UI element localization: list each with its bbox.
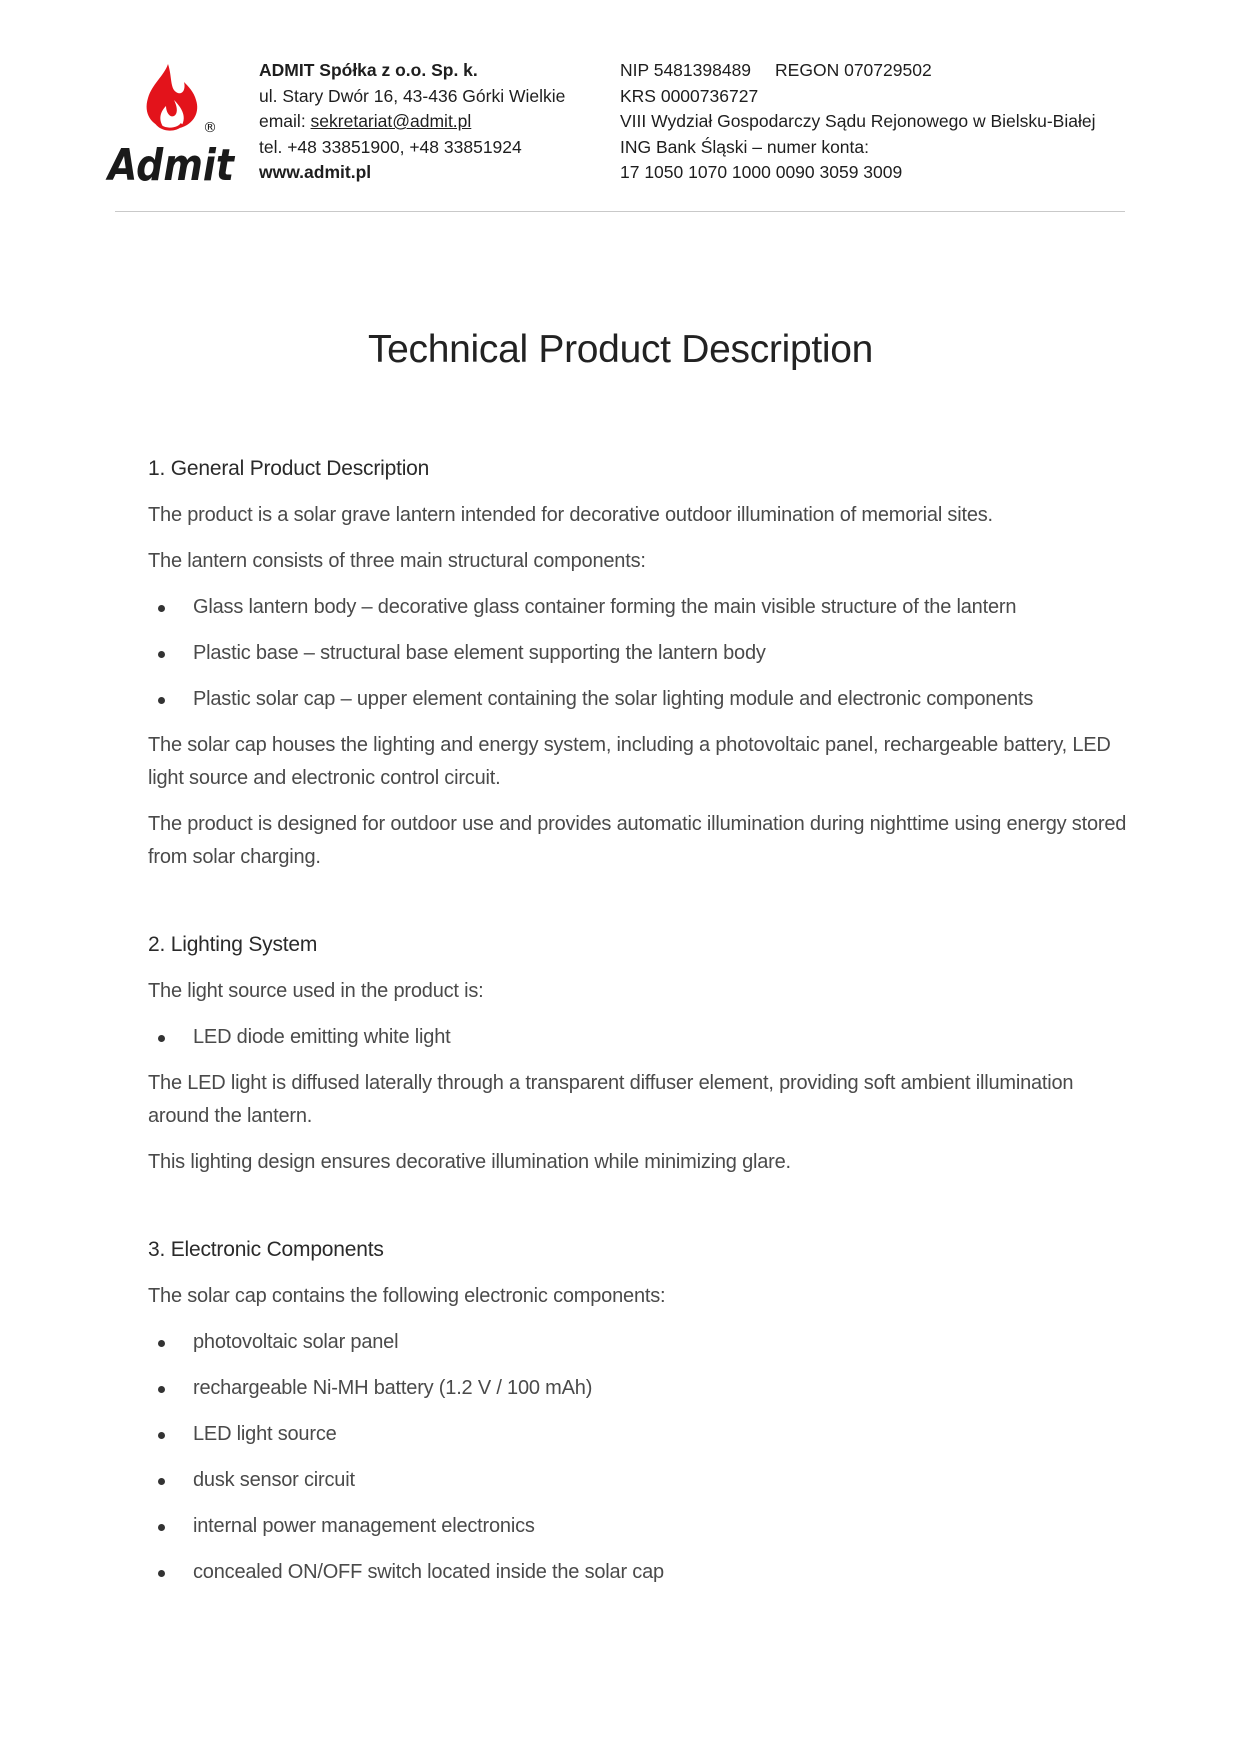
krs-number: KRS 0000736727 xyxy=(620,85,759,106)
paragraph: This lighting design ensures decorative illumination while minimizing glare. xyxy=(148,1151,791,1173)
list-item: internal power management electronics xyxy=(148,1510,1128,1543)
company-name: ADMIT Spółka z o.o. Sp. k. xyxy=(259,60,478,80)
electronics-list xyxy=(148,1326,1128,1589)
paragraph: The LED light is diffused laterally through a transparent diffuser element, providing soft ambient illumination around the lantern. xyxy=(148,1072,1074,1127)
bank-name: ING Bank Śląski – numer konta: xyxy=(620,136,869,157)
email-link[interactable]: sekretariat@admit.pl xyxy=(310,111,472,131)
logo-registered-mark: ® xyxy=(203,120,217,136)
company-registry xyxy=(620,58,1095,186)
list-item: LED light source xyxy=(148,1418,1128,1451)
list-item: Glass lantern body – decorative glass container forming the main visible structure of the lantern xyxy=(148,591,1128,624)
flame-icon xyxy=(147,64,198,128)
paragraph: The light source used in the product is: xyxy=(148,980,484,1002)
section-heading-electronics: 3. Electronic Components xyxy=(148,1238,384,1261)
header-divider xyxy=(115,211,1125,212)
paragraph: The product is designed for outdoor use and provides automatic illumination during nighttime using energy stored from solar charging. xyxy=(148,813,1127,868)
page-title: Technical Product Description xyxy=(367,328,874,371)
company-website: www.admit.pl xyxy=(259,162,372,182)
regon-number: REGON 070729502 xyxy=(775,60,932,80)
section-heading-general: 1. General Product Description xyxy=(148,457,430,480)
company-address: ul. Stary Dwór 16, 43-436 Górki Wielkie xyxy=(259,85,566,106)
paragraph: The lantern consists of three main structural components: xyxy=(148,550,646,572)
list-item: Plastic solar cap – upper element containing the solar lighting module and electronic components xyxy=(148,683,1128,716)
list-item: rechargeable Ni-MH battery (1.2 V / 100 mAh) xyxy=(148,1372,1128,1405)
company-email-line xyxy=(259,109,565,135)
paragraph: The product is a solar grave lantern intended for decorative outdoor illumination of memorial sites. xyxy=(148,504,993,526)
logo-wordmark: Admit xyxy=(105,140,236,191)
list-item: Plastic base – structural base element supporting the lantern body xyxy=(148,637,1128,670)
component-list xyxy=(148,591,1128,716)
document-body xyxy=(148,455,1128,1602)
list-item: concealed ON/OFF switch located inside the solar cap xyxy=(148,1556,1128,1589)
bank-account: 17 1050 1070 1000 0090 3059 3009 xyxy=(620,162,903,182)
email-label: email: xyxy=(259,111,311,131)
admit-logo xyxy=(105,62,238,191)
registry-ids xyxy=(620,58,1095,84)
company-contact xyxy=(259,58,565,186)
list-item: photovoltaic solar panel xyxy=(148,1326,1128,1359)
company-phone: tel. +48 33851900, +48 33851924 xyxy=(259,136,522,157)
paragraph: The solar cap contains the following electronic components: xyxy=(148,1285,666,1307)
list-item: LED diode emitting white light xyxy=(148,1021,1128,1054)
paragraph: The solar cap houses the lighting and energy system, including a photovoltaic panel, rechargeable battery, LED light source and electronic control circuit. xyxy=(148,734,1111,789)
light-source-list xyxy=(148,1021,1128,1054)
list-item: dusk sensor circuit xyxy=(148,1464,1128,1497)
court-info: VIII Wydział Gospodarczy Sądu Rejonowego w Bielsku-Białej xyxy=(620,111,1096,131)
section-heading-lighting: 2. Lighting System xyxy=(148,933,318,956)
nip-number: NIP 5481398489 xyxy=(620,60,752,80)
